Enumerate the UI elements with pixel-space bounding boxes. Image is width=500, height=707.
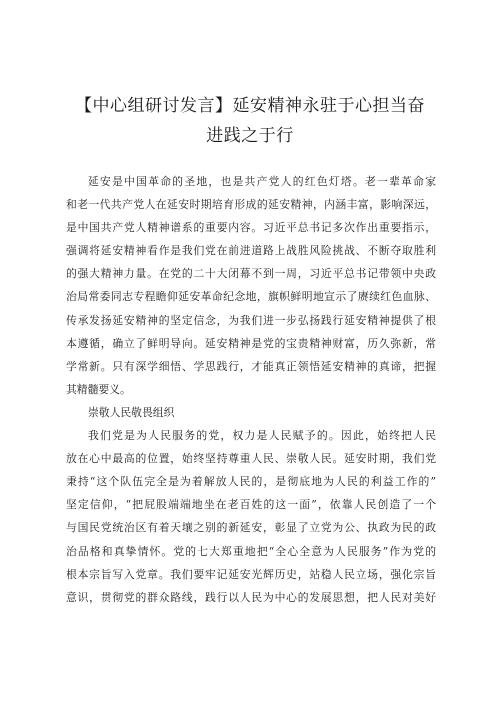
paragraph-1-line: 和老一代共产党人在延安时期培育形成的延安精神，内涵丰富，影响深远， [66,198,436,212]
paragraph-1-line: 强调将延安精神看作是我们党在前进道路上战胜风险挑战、不断夺取胜利 [66,244,436,258]
paragraph-1-line: 治局常委同志专程瞻仰延安革命纪念地，旗帜鲜明地宣示了赓续红色血脉、 [66,290,436,304]
paragraph-2-line: 与国民党统治区有着天壤之别的新延安，彰显了立党为公、执政为民的政 [66,521,436,535]
paragraph-2-line: 坚定信仰，“把屁股端端地坐在老百姓的这一面”，依靠人民创造了一个 [66,498,436,512]
paragraph-2-line: 放在心中最高的位置，始终坚持尊重人民、崇敬人民。延安时期，我们党 [66,452,436,466]
document-title-line-2: 进践之于行 [206,126,294,146]
paragraph-1-line: 延安是中国革命的圣地，也是共产党人的红色灯塔。老一辈革命家 [88,175,436,188]
paragraph-1-line: 的强大精神力量。在党的二十大闭幕不到一周，习近平总书记带领中央政 [66,267,436,281]
paragraph-1-line: 学常新。只有深学细悟、学思践行，才能真正领悟延安精神的真谛，把握 [66,359,436,373]
paragraph-1-line: 传承发扬延安精神的坚定信念，为我们进一步弘扬践行延安精神提供了根 [66,313,436,327]
paragraph-2-line: 治品格和真挚情怀。党的七大郑重地把“全心全意为人民服务”作为党的 [66,544,436,558]
paragraph-2-line: 我们党是为人民服务的党，权力是人民赋予的。因此，始终把人民 [88,429,436,443]
paragraph-2-line: 秉持“这个队伍完全是为着解放人民的，是彻底地为人民的利益工作的” [66,475,436,489]
paragraph-1-line: 是中国共产党人精神谱系的重要内容。习近平总书记多次作出重要指示， [66,221,436,235]
paragraph-1-line: 本遵循，确立了鲜明导向。延安精神是党的宝贵精神财富，历久弥新，常 [66,336,436,350]
paragraph-2-line: 根本宗旨写入党章。我们要牢记延安光辉历史，站稳人民立场，强化宗旨 [66,567,436,581]
paragraph-2-line: 意识，贯彻党的群众路线，践行以人民为中心的发展思想，把人民对美好 [66,590,436,604]
document-body [66,170,436,609]
document-title-line-1: 【中心组研讨发言】延安精神永驻于心担当奋 [75,96,425,116]
section-heading: 崇敬人民敬畏组织 [88,405,175,419]
paragraph-1-line: 其精髓要义。 [66,382,131,396]
